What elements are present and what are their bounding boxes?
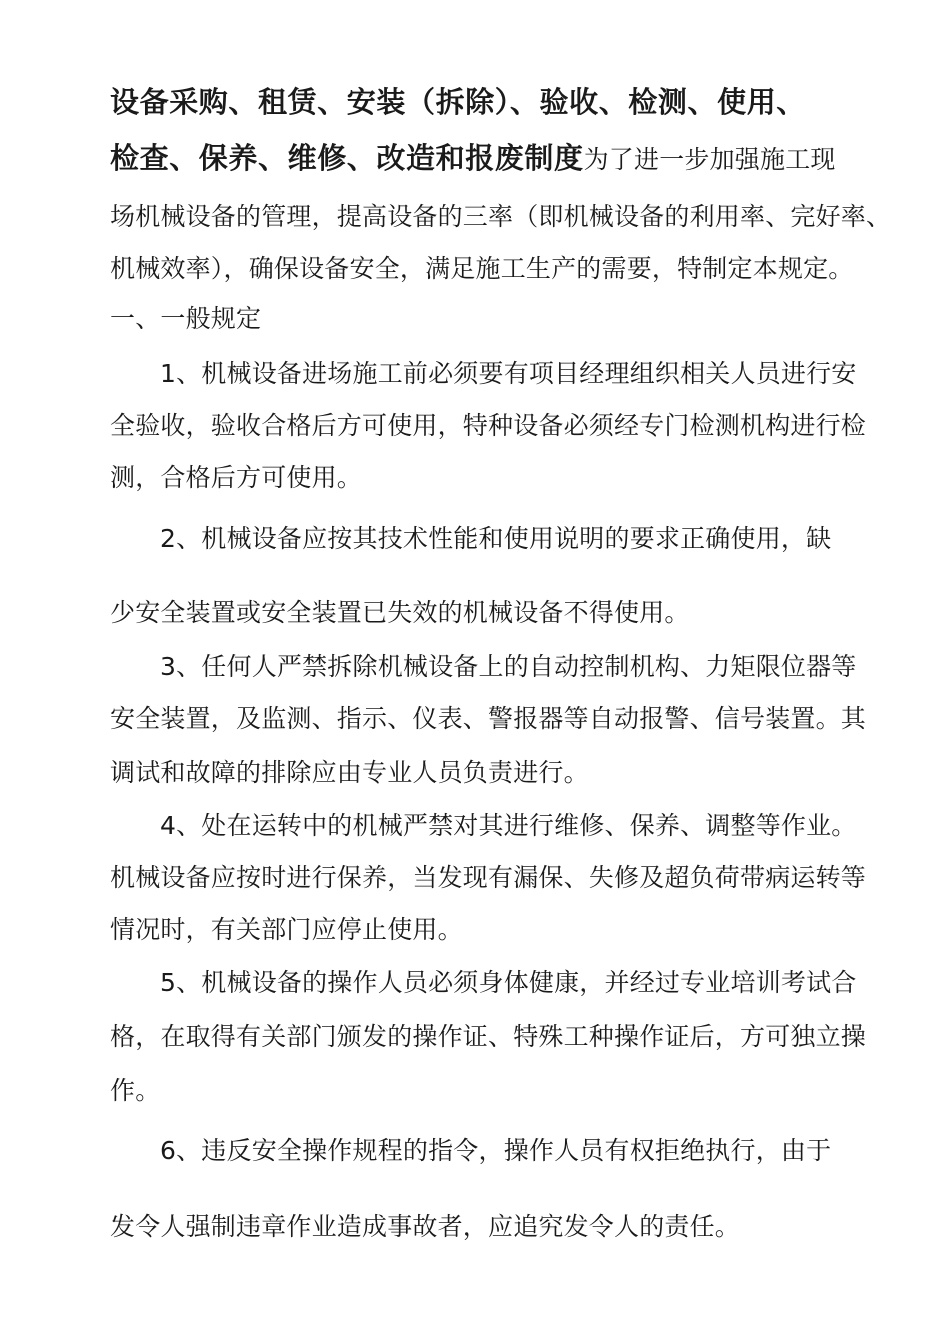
item-3-line-2: 安全装置，及监测、指示、仪表、警报器等自动报警、信号装置。其 [110,704,867,733]
item-4-line-3: 情况时，有关部门应停止使用。 [110,915,463,944]
item-3-line-1: 3、任何人严禁拆除机械设备上的自动控制机构、力矩限位器等 [160,652,857,681]
item-1-line-2: 全验收，验收合格后方可使用，特种设备必须经专门检测机构进行检 [110,411,867,440]
document-title-line-2-row [110,142,836,176]
item-4-line-2: 机械设备应按时进行保养，当发现有漏保、失修及超负荷带病运转等 [110,863,867,892]
section-heading: 一、一般规定 [110,304,262,333]
item-6-line-1: 6、违反安全操作规程的指令，操作人员有权拒绝执行，由于 [160,1136,832,1165]
document-title-line-1: 设备采购、租赁、安装（拆除）、验收、检测、使用、 [110,85,806,119]
intro-text-start: 为了进一步加强施工现 [583,145,836,174]
item-6-line-2: 发令人强制违章作业造成事故者，应追究发令人的责任。 [110,1212,741,1241]
item-1-line-1: 1、机械设备进场施工前必须要有项目经理组织相关人员进行安 [160,359,857,388]
item-4-line-1: 4、处在运转中的机械严禁对其进行维修、保养、调整等作业。 [160,811,857,840]
item-2-line-2: 少安全装置或安全装置已失效的机械设备不得使用。 [110,598,690,627]
intro-line-2: 场机械设备的管理，提高设备的三率（即机械设备的利用率、完好率、 [110,202,892,231]
intro-line-3: 机械效率），确保设备安全，满足施工生产的需要，特制定本规定。 [110,254,854,283]
item-2-line-1: 2、机械设备应按其技术性能和使用说明的要求正确使用，缺 [160,524,832,553]
item-1-line-3: 测，合格后方可使用。 [110,463,363,492]
item-5-line-3: 作。 [110,1076,161,1105]
item-5-line-2: 格，在取得有关部门颁发的操作证、特殊工种操作证后，方可独立操 [110,1022,867,1051]
item-3-line-3: 调试和故障的排除应由专业人员负责进行。 [110,758,589,787]
document-title-line-2: 检查、保养、维修、改造和报废制度 [110,141,584,175]
item-5-line-1: 5、机械设备的操作人员必须身体健康，并经过专业培训考试合 [160,968,857,997]
